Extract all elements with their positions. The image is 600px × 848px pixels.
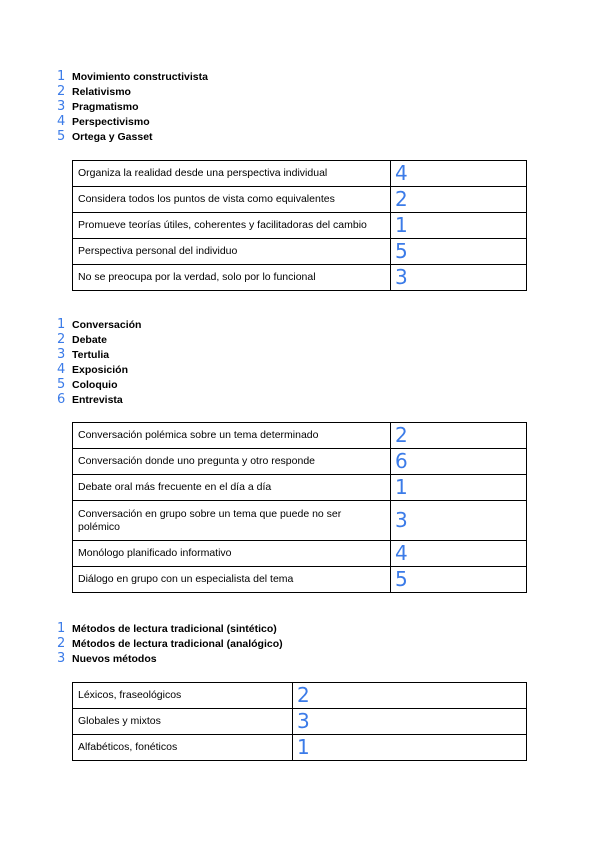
handwritten-number: 2	[57, 84, 66, 99]
answer-cell: 5	[391, 239, 527, 265]
answer-cell: 4	[391, 541, 527, 567]
handwritten-number: 1	[57, 621, 66, 636]
list-item	[0, 100, 600, 115]
definition-cell: Considera todos los puntos de vista como equivalentes	[73, 187, 391, 213]
definition-cell: Debate oral más frecuente en el día a día	[73, 475, 391, 501]
term-label: Tertulia	[72, 349, 110, 361]
definition-cell: Monólogo planificado informativo	[73, 541, 391, 567]
definition-cell: No se preocupa por la verdad, solo por lo funcional	[73, 265, 391, 291]
definition-cell: Organiza la realidad desde una perspectiva individual	[73, 161, 391, 187]
term-label: Perspectivismo	[72, 116, 150, 128]
handwritten-number: 6	[57, 392, 66, 407]
answer-cell: 1	[293, 735, 527, 761]
list-item	[0, 348, 600, 363]
matching-table-3	[72, 682, 527, 761]
handwritten-number: 4	[57, 362, 66, 377]
handwritten-number: 3	[57, 651, 66, 666]
term-label: Pragmatismo	[72, 101, 139, 113]
definition-cell: Promueve teorías útiles, coherentes y facilitadoras del cambio	[73, 213, 391, 239]
table-row	[73, 265, 527, 291]
table-row	[73, 213, 527, 239]
handwritten-number: 3	[57, 99, 66, 114]
table-row	[73, 735, 527, 761]
matching-table-2	[72, 422, 527, 593]
handwritten-number: 1	[57, 69, 66, 84]
table-row	[73, 187, 527, 213]
definition-cell: Globales y mixtos	[73, 709, 293, 735]
table-row	[73, 567, 527, 593]
term-label: Nuevos métodos	[72, 653, 157, 665]
list-item	[0, 637, 600, 652]
table-row	[73, 239, 527, 265]
answer-cell: 3	[391, 265, 527, 291]
definition-cell: Conversación polémica sobre un tema determinado	[73, 423, 391, 449]
section-2	[0, 318, 600, 408]
table-row	[73, 161, 527, 187]
definition-cell: Conversación en grupo sobre un tema que puede no ser polémico	[73, 501, 391, 541]
table-row	[73, 475, 527, 501]
answer-cell: 1	[391, 213, 527, 239]
definition-cell: Léxicos, fraseológicos	[73, 683, 293, 709]
handwritten-number: 3	[57, 347, 66, 362]
term-label: Conversación	[72, 319, 142, 331]
term-list-2	[0, 318, 600, 408]
handwritten-number: 4	[57, 114, 66, 129]
table-row	[73, 709, 527, 735]
term-label: Relativismo	[72, 86, 131, 98]
handwritten-number: 2	[57, 332, 66, 347]
table-row	[73, 423, 527, 449]
definition-cell: Perspectiva personal del individuo	[73, 239, 391, 265]
section-3	[0, 622, 600, 667]
answer-cell: 2	[293, 683, 527, 709]
term-label: Coloquio	[72, 379, 118, 391]
handwritten-number: 5	[57, 129, 66, 144]
list-item	[0, 318, 600, 333]
list-item	[0, 393, 600, 408]
list-item	[0, 378, 600, 393]
definition-cell: Conversación donde uno pregunta y otro responde	[73, 449, 391, 475]
section-1	[0, 70, 600, 145]
list-item	[0, 652, 600, 667]
list-item	[0, 70, 600, 85]
handwritten-number: 5	[57, 377, 66, 392]
term-label: Debate	[72, 334, 108, 346]
term-label: Métodos de lectura tradicional (analógico)	[72, 638, 283, 650]
term-label: Movimiento constructivista	[72, 71, 208, 83]
list-item	[0, 115, 600, 130]
answer-cell: 4	[391, 161, 527, 187]
definition-cell: Diálogo en grupo con un especialista del tema	[73, 567, 391, 593]
list-item	[0, 622, 600, 637]
term-label: Ortega y Gasset	[72, 131, 153, 143]
definition-cell: Alfabéticos, fonéticos	[73, 735, 293, 761]
table-row	[73, 683, 527, 709]
term-label: Entrevista	[72, 394, 123, 406]
matching-table-1	[72, 160, 527, 291]
answer-cell: 6	[391, 449, 527, 475]
answer-cell: 5	[391, 567, 527, 593]
term-list-3	[0, 622, 600, 667]
handwritten-number: 2	[57, 636, 66, 651]
answer-cell: 3	[293, 709, 527, 735]
table-row	[73, 449, 527, 475]
table-row	[73, 501, 527, 541]
answer-cell: 2	[391, 423, 527, 449]
list-item	[0, 85, 600, 100]
term-label: Exposición	[72, 364, 129, 376]
term-label: Métodos de lectura tradicional (sintético)	[72, 623, 277, 635]
list-item	[0, 333, 600, 348]
list-item	[0, 363, 600, 378]
answer-cell: 2	[391, 187, 527, 213]
list-item	[0, 130, 600, 145]
answer-cell: 3	[391, 501, 527, 541]
handwritten-number: 1	[57, 317, 66, 332]
term-list-1	[0, 70, 600, 145]
answer-cell: 1	[391, 475, 527, 501]
table-row	[73, 541, 527, 567]
